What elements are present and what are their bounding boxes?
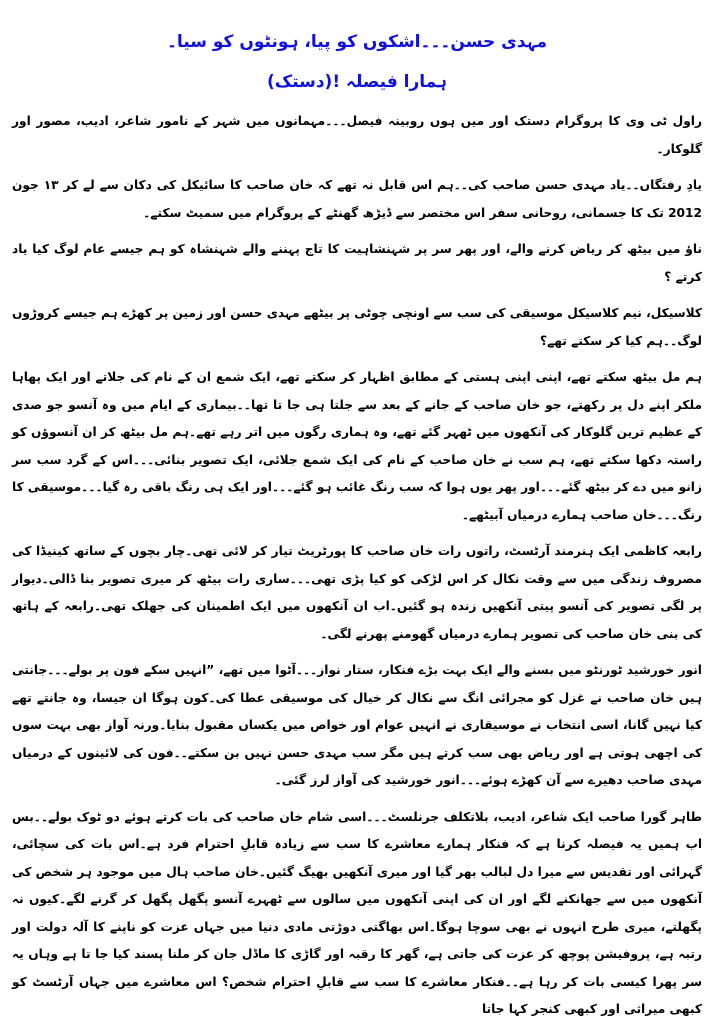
paragraph-tahir-gora: طاہر گورا صاحب ایک شاعر، ادیب، بلاتکلف جرنلسٹ۔۔۔اسی شام خان صاحب کی بات کرتے ہوئے دو ٹوک بولے۔۔بس اب ہمیں یہ فیصلہ کرنا ہے کہ فنکار ہمارے معاشرے کا سب سے زیادہ قابلِ احترام فرد ہے۔اس بات کی سچائی، گہرائی اور تقدیس سے میرا دل لبالب بھر گیا اور میری آنکھیں بھیگ گئیں۔خان صاحب ہال میں موجود ہر شخص کی آنکھوں میں سے جھانکنے لگے اور ان کی اپنی آنکھوں میں سالوں سے ٹھہرے آنسو پگھل پگھل کر گرنے لگے۔کیوں نہ پگھلتے، میری طرح انہوں نے بھی سوچا ہوگا۔اس بھاگتی دوڑتی مادی دنیا میں جہاں عزت کو ناپنے کا آلہ دولت اور رتبہ ہے، پروفیشن پوچھ کر عزت کی جاتی ہے، گھر کا رقبہ اور گاڑی کا ماڈل جان کر ملنا پسند کیا جا تا ہے وہاں یہ سر پھرا کیسی بات کر رہا ہے۔۔فنکار معاشرے کا سب سے قابلِ احترام شخص؟ اس معاشرے میں جہاں آرٹسٹ کو کبھی میراثی اور کبھی کنجر کہا جاتا: [12, 809, 702, 1016]
article-subtitle: ہمارا فیصلہ !(دستک): [267, 72, 447, 92]
paragraph-remembrance: یادِ رفتگاں۔۔یاد مہدی حسن صاحب کی۔۔ہم اس قابل نہ تھے کہ خان صاحب کا سائیکل کی دکان سے لے کر ۱۳ جون 2012 تک کا جسمانی، روحانی سفر اس مختصر سے ڈیڑھ گھنٹے کے پروگرام میں سمیٹ سکتے۔: [12, 178, 702, 220]
paragraph-classical: کلاسیکل، نیم کلاسیکل موسیقی کی سب سے اونچی چوٹی پر بیٹھے مہدی حسن اور زمین پر کھڑے ہم جیسے کروڑوں لوگ۔۔ہم کیا کر سکتے تھے؟: [12, 306, 702, 348]
article-body: [12, 108, 702, 1024]
paragraph-anwar-khurshid: انور خورشید ٹورنٹو میں بسنے والے ایک بہت بڑے فنکار، ستار نواز۔۔۔آٹوا میں تھے، ”انہیں سکے فون پر بولے۔۔۔جانتی ہیں خان صاحب نے غزل کو مجرائی انگ سے نکال کر خیال کی موسیقی عطا کی۔کون ہوگا ان جیسا، وہ جانتے تھے کیا نہیں گانا، اسی انتخاب نے موسیقاری نے انہیں عوام اور خواص میں یکساں مقبول بنایا۔ورنہ آواز بھی بہت سوں کی اچھی ہوتی ہے اور ریاض بھی سب کرتے ہیں مگر سب مہدی حسن نہیں بن سکتے۔۔فون کی لائینوں کے درمیاں مہدی صاحب دھیرے سے آن کھڑے ہوئے۔۔۔انور خورشید کی آواز لرز گئی۔: [12, 663, 702, 787]
paragraph-rabia-portrait: رابعہ کاظمی ایک ہنرمند آرٹسٹ، راتوں رات خان صاحب کا پورٹریٹ تیار کر لائی تھی۔چار بچوں کے ساتھ کینیڈا کی مصروف زندگی میں سے وقت نکال کر اس لڑکی کو کیا پڑی تھی۔۔۔ساری رات بیٹھ کر میری تصویر بنا ڈالی۔دیوار پر لگی تصویر کی آنسو پیتی آنکھیں زندہ ہو گئیں۔اب ان آنکھوں میں ایک اطمینان کی جھلک تھی۔رابعہ کے ہاتھ کی بنی خان صاحب کی تصویر ہمارے درمیاں گھومنے پھرنے لگی۔: [12, 544, 702, 641]
article-title: مہدی حسن۔۔۔اشکوں کو پیا، ہونٹوں کو سیا۔: [166, 32, 548, 52]
paragraph-intro: راول ٹی وی کا پروگرام دستک اور میں ہوں روبینہ فیصل۔۔۔مہمانوں میں شہر کے نامور شاعر، ادیب، مصور اور گلوکار۔: [12, 114, 702, 156]
paragraph-gathering: ہم مل بیٹھ سکتے تھے، اپنی اپنی ہستی کے مطابق اظہار کر سکتے تھے، ایک شمع ان کے نام کی جلاتے اور ایک پھاہا ملکر اپنے دل پر رکھتے، جو خان صاحب کے جانے کے بعد سے جلتا ہی جا تا تھا۔۔بیماری کے ایام میں وہ آنسو جو صدی کے عظیم ترین گلوکار کی آنکھوں میں ٹھہر گئے تھے، وہ ہماری رگوں میں اتر رہے تھے۔ہم مل بیٹھ کر ان آنسوؤں کو راستہ دکھا سکتے تھے، ہم سب نے خان صاحب کے نام کی ایک شمع جلائی، ایک تصویر بنائی۔۔۔اس کے گرد سب سر زانو میں دے کر بیٹھ گئے۔۔۔اور پھر یوں ہوا کہ سب رنگ غائب ہو گئے۔۔۔اور ایک ہی رنگ باقی رہ گیا۔۔۔موسیقی کا رنگ۔۔۔خان صاحب ہمارے درمیاں آبیٹھے۔: [12, 370, 702, 522]
paragraph-question: ناؤ میں بیٹھ کر ریاض کرنے والے، اور پھر سر پر شہنشاہیت کا تاج پہننے والے شہنشاہ کو ہم جیسے عام لوگ کیا یاد کرتے ؟: [12, 242, 702, 284]
